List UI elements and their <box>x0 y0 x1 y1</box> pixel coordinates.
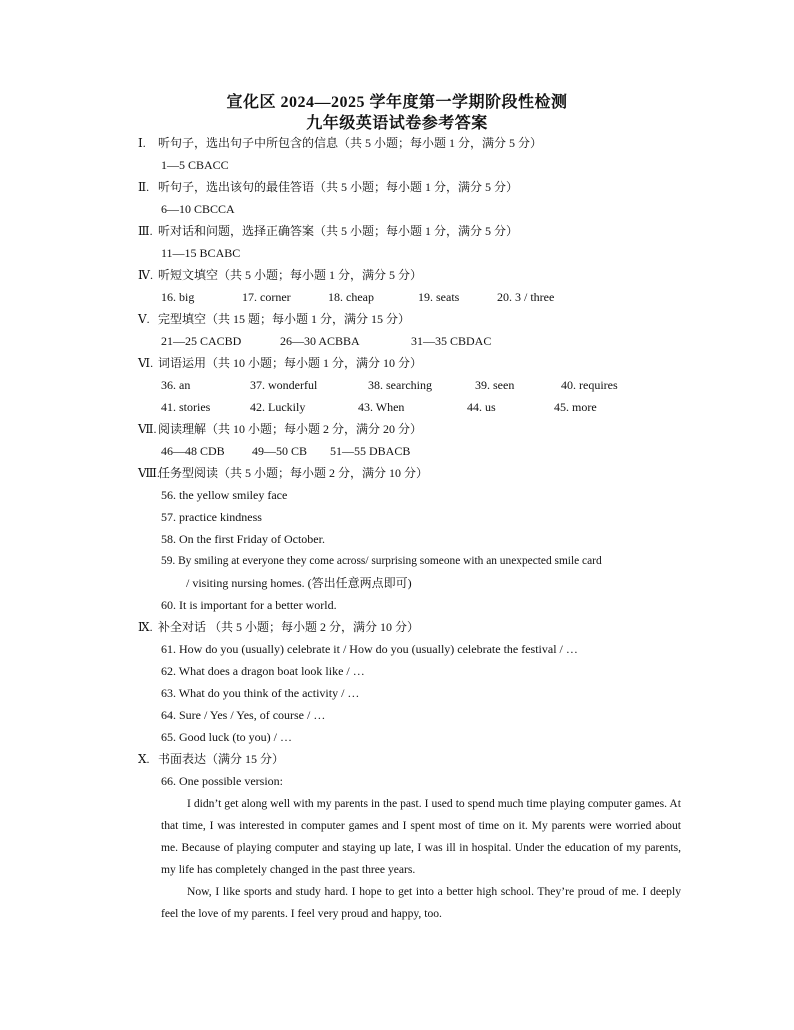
answer-65: 65. Good luck (to you) / … <box>161 730 292 744</box>
section-3-text: 听对话和问题，选择正确答案（共 5 小题；每小题 1 分，满分 5 分） <box>158 224 519 238</box>
section-8-text: 任务型阅读（共 5 小题；每小题 2 分，满分 10 分） <box>158 466 429 480</box>
section-4-text: 听短文填空（共 5 小题；每小题 1 分，满分 5 分） <box>158 268 423 282</box>
answer-16: 16. big <box>161 290 195 304</box>
answer-57: 57. practice kindness <box>161 510 262 524</box>
answer-18: 18. cheap <box>328 290 374 304</box>
answer-41: 41. stories <box>161 400 211 414</box>
section-2-text: 听句子，选出该句的最佳答语（共 5 小题；每小题 1 分，满分 5 分） <box>158 180 519 194</box>
answer-49-50: 49—50 CB <box>252 444 308 458</box>
section-2-numeral: Ⅱ. <box>138 180 150 194</box>
answer-51-55: 51—55 DBACB <box>330 444 411 458</box>
answer-40: 40. requires <box>561 378 618 392</box>
answer-63: 63. What do you think of the activity / … <box>161 686 360 700</box>
section-7-heading <box>138 420 422 438</box>
answer-20: 20. 3 / three <box>497 290 555 304</box>
section-1-answers: 1—5 CBACC <box>161 158 229 172</box>
section-1-heading <box>138 134 542 152</box>
answer-56: 56. the yellow smiley face <box>161 488 288 502</box>
section-5-heading <box>138 310 410 328</box>
answer-31-35: 31—35 CBDAC <box>411 334 492 348</box>
section-10-text: 书面表达（满分 15 分） <box>158 752 285 766</box>
section-1-numeral: Ⅰ. <box>138 136 146 150</box>
essay-paragraph-1 <box>161 793 681 881</box>
answer-60: 60. It is important for a better world. <box>161 598 337 612</box>
answer-19: 19. seats <box>418 290 460 304</box>
answer-26-30: 26—30 ACBBA <box>280 334 360 348</box>
answer-59: 59. By smiling at everyone they come across/ surprising someone with an unexpected smile card <box>161 555 602 567</box>
section-5-text: 完型填空（共 15 题；每小题 1 分，满分 15 分） <box>158 312 411 326</box>
essay-paragraph-1-text: I didn’t get along well with my parents in the past. I used to spend much time playing computer games. At that time, I was interested in computer games and I spent most of time on it. My parents were worried about me. Because of playing computer and staying up late, I was ill in hospital. Under the education of my parents, my life has completely changed in the past three years. <box>161 797 681 876</box>
section-2-answers: 6—10 CBCCA <box>161 202 235 216</box>
section-6-heading <box>138 354 422 372</box>
section-7-numeral: Ⅶ. <box>138 422 157 436</box>
answer-59-continued: / visiting nursing homes. (答出任意两点即可) <box>186 576 412 590</box>
section-4-heading <box>138 266 422 284</box>
doc-title-line2: 九年级英语试卷参考答案 <box>306 115 488 132</box>
answer-37: 37. wonderful <box>250 378 318 392</box>
doc-title-line1: 宣化区 2024—2025 学年度第一学期阶段性检测 <box>226 94 568 111</box>
answer-46-48: 46—48 CDB <box>161 444 225 458</box>
section-8-numeral: Ⅷ. <box>138 466 160 480</box>
essay-paragraph-2 <box>161 881 681 925</box>
answer-61: 61. How do you (usually) celebrate it / How do you (usually) celebrate the festival / … <box>161 642 578 656</box>
section-3-heading <box>138 222 518 240</box>
answer-43: 43. When <box>358 400 405 414</box>
answer-17: 17. corner <box>242 290 291 304</box>
section-9-heading <box>138 618 419 636</box>
section-1-text: 听句子，选出句子中所包含的信息（共 5 小题；每小题 1 分，满分 5 分） <box>158 136 543 150</box>
essay-paragraph-2-text: Now, I like sports and study hard. I hope to get into a better high school. They’re proud of me. I deeply feel the love of my parents. I feel very proud and happy, too. <box>161 885 681 920</box>
section-10-numeral: Ⅹ. <box>138 752 150 766</box>
section-9-numeral: Ⅸ. <box>138 620 153 634</box>
section-9-text: 补全对话 （共 5 小题；每小题 2 分，满分 10 分） <box>158 620 420 634</box>
section-3-numeral: Ⅲ. <box>138 224 153 238</box>
answer-45: 45. more <box>554 400 597 414</box>
section-7-text: 阅读理解（共 10 小题；每小题 2 分，满分 20 分） <box>158 422 423 436</box>
answer-36: 36. an <box>161 378 191 392</box>
answer-21-25: 21—25 CACBD <box>161 334 242 348</box>
section-4-numeral: Ⅳ. <box>138 268 153 282</box>
answer-66-label: 66. One possible version: <box>161 774 283 788</box>
section-2-heading <box>138 178 518 196</box>
section-10-heading <box>138 750 284 768</box>
section-6-text: 词语运用（共 10 小题；每小题 1 分，满分 10 分） <box>158 356 423 370</box>
answer-62: 62. What does a dragon boat look like / … <box>161 664 365 678</box>
answer-42: 42. Luckily <box>250 400 306 414</box>
answer-39: 39. seen <box>475 378 515 392</box>
answer-58: 58. On the first Friday of October. <box>161 532 325 546</box>
section-3-answers: 11—15 BCABC <box>161 246 241 260</box>
answer-44: 44. us <box>467 400 496 414</box>
answer-38: 38. searching <box>368 378 432 392</box>
section-6-numeral: Ⅵ. <box>138 356 154 370</box>
section-8-heading <box>138 464 428 482</box>
section-5-numeral: Ⅴ. <box>138 312 150 326</box>
answer-64: 64. Sure / Yes / Yes, of course / … <box>161 708 326 722</box>
